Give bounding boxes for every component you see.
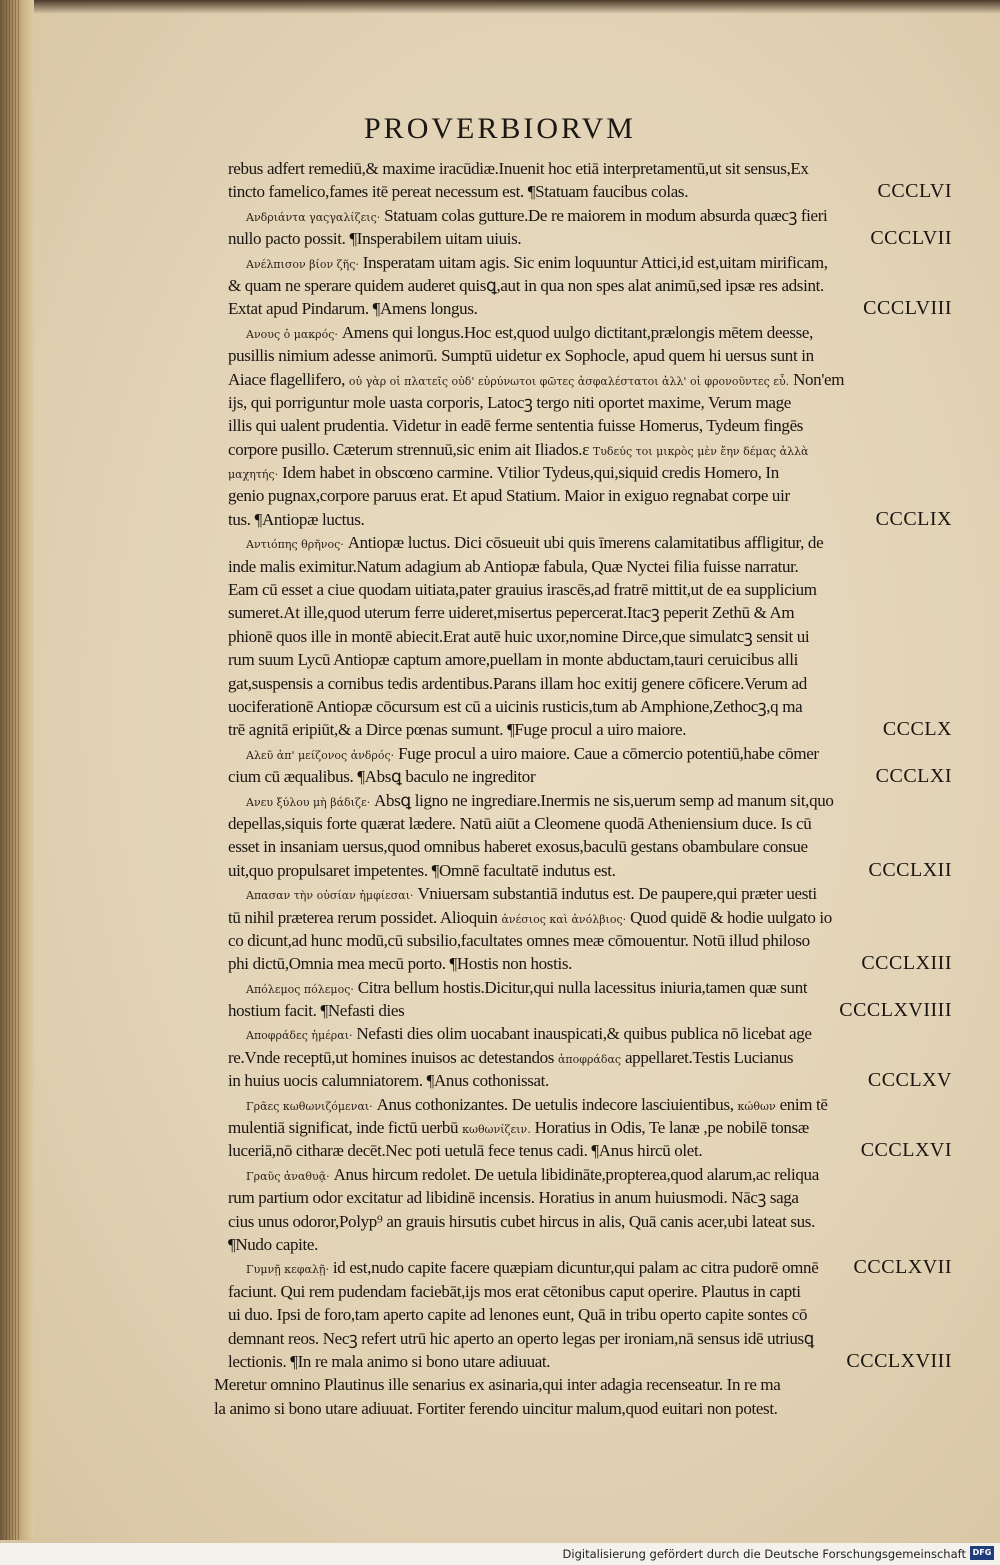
latin-text: la animo si bono utare adiuuat. Fortiter ferendo uincitur malum,quod euitari non potest.	[214, 1398, 778, 1418]
text-line	[228, 789, 952, 812]
latin-text: Aiace flagellifero,	[228, 369, 345, 389]
latin-text: inde malis eximitur.Natum adagium ab Antiopæ fabula, Quæ Nyctei filia fuisse narratur.	[228, 556, 799, 576]
latin-text: Citra bellum hostis.Dicitur,qui nulla lacessitus iniuria,tamen quæ sunt	[357, 977, 808, 997]
text-line	[228, 531, 952, 554]
latin-text: cium cū æqualibus. ¶Absꝗ baculo ne ingreditor	[228, 767, 536, 787]
text-line	[228, 391, 952, 414]
text-line	[228, 929, 952, 952]
latin-text: Nefasti dies olim uocabant inauspicati,& quibus publica nō licebat age	[356, 1024, 812, 1044]
text-block	[214, 157, 952, 1420]
latin-text: in huius uocis calumniatorem. ¶Anus cothonissat.	[228, 1071, 549, 1091]
adage-number: CCCLXII	[868, 858, 952, 881]
latin-text: faciunt. Qui rem pudendam faciebāt,ijs mos erat cētonibus caput operire. Plautus in capti	[228, 1281, 801, 1301]
latin-text: phi dictū,Omnia mea mecū porto. ¶Hostis non hostis.	[228, 954, 572, 974]
latin-text: Extat apud Pindarum. ¶Amens longus.	[228, 299, 478, 319]
text-line	[228, 1139, 952, 1162]
text-line	[228, 1233, 952, 1256]
funding-credit: Digitalisierung gefördert durch die Deutsche Forschungsgemeinschaft	[562, 1547, 966, 1561]
greek-lemma: Ανδριάντα γαςγαλίζεις·	[246, 210, 381, 224]
latin-text-continued: Quod quidē & hodie uulgato io	[630, 907, 832, 927]
latin-text: genio pugnax,corpore paruus erat. Et apud Statium. Maior in exiguo regnabat corpe uir	[228, 486, 790, 506]
text-line	[228, 601, 952, 624]
greek-quote: ἀνέσιος καὶ ἀνόλβιος·	[501, 912, 627, 926]
latin-text: luceriā,nō citharæ decēt.Nec poti uetulā fece tenus cadi. ¶Anus hircū olet.	[228, 1141, 703, 1161]
latin-text: tū nihil præterea rerum possidet. Alioquin	[228, 907, 498, 927]
latin-text: ¶Nudo capite.	[228, 1234, 319, 1254]
greek-lemma: Ανευ ξύλου μὴ βάδιζε·	[246, 795, 371, 809]
text-line	[228, 976, 952, 999]
text-line	[228, 578, 952, 601]
text-line	[228, 835, 952, 858]
text-line	[228, 227, 952, 250]
text-line	[214, 1373, 952, 1396]
text-line	[228, 1280, 952, 1303]
latin-text: Antiopæ luctus. Dici cōsueuit ubi quis īmerens calamitatibus affligitur, de	[347, 533, 824, 553]
latin-text: re.Vnde receptū,ut homines inuisos ac detestandos	[228, 1047, 555, 1067]
latin-text: gat,suspensis a cornibus tedis ardentibus.Parans illam hoc exitij genere cōficere.Verum ad	[228, 673, 807, 693]
text-line	[228, 765, 952, 788]
latin-text: hostium facit. ¶Nefasti dies	[228, 1001, 405, 1021]
greek-lemma: Αποφράδες ἡμέραι·	[246, 1029, 353, 1043]
book-page-edges	[0, 0, 34, 1540]
text-line	[228, 204, 952, 227]
greek-lemma: Αντιόπης θρῆνος·	[246, 538, 344, 552]
text-line	[228, 1022, 952, 1045]
latin-text: lectionis. ¶In re mala animo si bono utare adiuuat.	[228, 1351, 551, 1371]
latin-text: & quam ne sperare quidem auderet quisꝗ,aut in qua non spes alat animū,sed ipsæ res adsint.	[228, 275, 824, 295]
text-line	[228, 1350, 952, 1373]
text-line	[228, 859, 952, 882]
latin-text: mulentiā significat, inde fictū uerbū	[228, 1118, 459, 1138]
latin-text: rum suum Lycū Antiopæ captum amore,puellam in monte abductam,tauri ceruicibus alli	[228, 650, 798, 670]
text-line	[228, 484, 952, 507]
greek-lemma: Γραῦς ἀναθυᾷ·	[246, 1169, 330, 1183]
latin-text-continued: enim tē	[779, 1094, 828, 1114]
text-line	[228, 344, 952, 367]
latin-text: corpore pusillo. Cæterum strennuū,sic enim ait Iliados.ε	[228, 439, 589, 459]
text-line	[228, 952, 952, 975]
latin-text: Eam cū esset a ciue quodam uitiata,pater grauius irascēs,ad fratrē mittit,ut de ea supplicium	[228, 580, 817, 600]
text-line	[228, 1210, 952, 1233]
greek-lemma: Γρᾶες κωθωνιζόμεναι·	[246, 1099, 373, 1113]
text-line	[228, 274, 952, 297]
latin-text: Anus hircum redolet. De uetula libidināte,propterea,quod alarum,ac reliqua	[333, 1164, 819, 1184]
latin-text: sumeret.At ille,quod uterum ferre uideret,misertus pepercerat.Itacꝫ peperit Zethū & Am	[228, 603, 795, 623]
latin-text: uociferationē Antiopæ cōcursum est cū a uicinis rusticis,tum ab Amphione,Zethocꝫ,q ma	[228, 696, 803, 716]
greek-lemma: Ανέλπισον βίον ζῆς·	[246, 257, 359, 271]
text-line	[228, 555, 952, 578]
adage-number: CCCLXVII	[853, 1256, 952, 1279]
adage-number: CCCLXVIIII	[839, 999, 952, 1022]
text-line	[228, 1093, 952, 1116]
adage-number: CCCLX	[882, 718, 952, 741]
latin-text: Statuam colas gutture.De re maiorem in modum absurda quæcꝫ fieri	[384, 205, 828, 225]
text-line	[228, 297, 952, 320]
latin-text: Vniuersam substantiā indutus est. De paupere,qui præter uesti	[417, 884, 817, 904]
greek-lemma: Αλεῦ ἀπ' μείζονος ἀνδρός·	[246, 748, 395, 762]
greek-lemma: Γυμνῇ κεφαλῇ·	[246, 1263, 330, 1277]
adage-number: CCCLVIII	[863, 297, 952, 320]
text-line	[228, 1186, 952, 1209]
text-line	[228, 157, 952, 180]
text-line	[228, 461, 952, 484]
latin-text: depellas,siquis forte quærat lædere. Natū aiūt a Cleomene quodā Atheniensium duce. Is cū	[228, 813, 812, 833]
latin-text-continued: appellaret.Testis Lucianus	[624, 1047, 794, 1067]
text-line	[228, 882, 952, 905]
latin-text: trē agnitā eripiūt,& a Dirce pœnas sumunt. ¶Fuge procul a uiro maiore.	[228, 720, 687, 740]
text-line	[228, 321, 952, 344]
text-line	[228, 718, 952, 741]
greek-quote: ἀποφράδας	[557, 1052, 622, 1066]
greek-quote: Τυδεύς τοι μικρὸς μὲν ἔην δέμας ἀλλὰ	[592, 444, 809, 458]
text-line	[228, 812, 952, 835]
latin-text: co dicunt,ad hunc modū,cū subsilio,facultates omnes meæ cōmouentur. Notū illud philoso	[228, 930, 810, 950]
latin-text: Absꝗ ligno ne ingrediare.Inermis ne sis,uerum semp ad manum sit,quo	[374, 790, 834, 810]
latin-text: Amens qui longus.Hoc est,quod uulgo dictitant,prælongis mētem deesse,	[341, 322, 813, 342]
text-line	[228, 695, 952, 718]
text-line	[228, 1116, 952, 1139]
text-line	[228, 906, 952, 929]
greek-quote: κωθωνίζειν.	[462, 1123, 531, 1137]
dfg-logo: DFG	[970, 1546, 994, 1560]
latin-text: ijs, qui porriguntur mole uasta corporis, Latocꝫ tergo niti oportet maxime, Verum mage	[228, 392, 791, 412]
text-line	[228, 1163, 952, 1186]
greek-quote: κώθων	[737, 1099, 776, 1113]
text-line	[228, 251, 952, 274]
latin-text: id est,nudo capite facere quæpiam dicuntur,qui palam ac citra pudorē omnē	[332, 1258, 819, 1278]
greek-quote: οὐ γὰρ οἱ πλατεῖς οὐδ' εὐρύνωτοι φῶτες ἀσφαλέστατοι ἀλλ' οἱ φρονοῦντες εὖ.	[348, 374, 790, 388]
text-line	[228, 368, 952, 391]
latin-text: Meretur omnino Plautinus ille senarius ex asinaria,qui inter adagia recenseatur. In re ma	[214, 1375, 781, 1395]
greek-lemma: Απόλεμος πόλεμος·	[246, 982, 354, 996]
text-line	[228, 180, 952, 203]
greek-lemma: Ανους ὁ μακρός·	[246, 327, 338, 341]
latin-text: rum partium odor excitatur ad libidinē incensis. Horatius in anum huiusmodi. Nācꝫ saga	[228, 1188, 799, 1208]
adage-number: CCCLXIII	[861, 952, 952, 975]
text-line	[228, 1069, 952, 1092]
text-line	[228, 625, 952, 648]
latin-text: phionē quos ille in montē abiecit.Erat autē huic uxor,nomine Dirce,que simulatcꝫ sensit ui	[228, 626, 810, 646]
latin-text: rebus adfert remediū,& maxime iracūdiæ.Inuenit hoc etiā interpretamentū,ut sit sensus,Ex	[228, 159, 809, 178]
top-shadow	[0, 0, 1000, 14]
text-line	[228, 1046, 952, 1069]
greek-lemma: Απασαν τὴν οὐσίαν ἠμφίεσαι·	[246, 889, 414, 903]
latin-text: esset in insaniam uersus,quod omnibus haberet exosus,baculū gestans obambulare consue	[228, 837, 808, 857]
latin-text: Idem habet in obscœno carmine. Vtilior Tydeus,qui,siquid credis Homero, In	[282, 463, 779, 483]
text-line	[214, 1397, 952, 1420]
text-line	[228, 414, 952, 437]
latin-text-continued: Non'em	[793, 369, 845, 389]
text-line	[228, 648, 952, 671]
text-line	[228, 1327, 952, 1350]
latin-text: Fuge procul a uiro maiore. Caue a cōmercio potentiū,habe cōmer	[398, 743, 819, 763]
latin-text-continued: Horatius in Odis, Te lanæ ,pe nobilē tonsæ	[534, 1118, 809, 1138]
latin-text: tincto famelico,fames itē pereat necessum est. ¶Statuam faucibus colas.	[228, 182, 689, 202]
latin-text: tus. ¶Antiopæ luctus.	[228, 509, 365, 529]
adage-number: CCCLVI	[877, 180, 952, 203]
latin-text: Insperatam uitam agis. Sic enim loquuntur Attici,id est,uitam mirificam,	[362, 252, 828, 272]
latin-text: demnant reos. Necꝫ refert utrū hic aperto an operto legas per ironiam,nā sensus idē utriusꝗ	[228, 1328, 814, 1348]
adage-number: CCCLXVIII	[846, 1349, 952, 1372]
adage-number: CCCLXVI	[860, 1139, 952, 1162]
latin-text: cius unus odoror,Polyp⁹ an grauis hirsutis cubet hircus in alis, Quā canis acer,ubi lateat sus.	[228, 1211, 815, 1231]
text-line	[228, 742, 952, 765]
adage-number: CCCLIX	[875, 507, 952, 530]
text-line	[228, 999, 952, 1022]
text-line	[228, 1256, 952, 1279]
text-line	[228, 1303, 952, 1326]
latin-text: uit,quo propulsaret impetentes. ¶Omnē facultatē indutus est.	[228, 860, 616, 880]
text-line	[228, 672, 952, 695]
adage-number: CCCLXV	[867, 1069, 952, 1092]
latin-text: nullo pacto possit. ¶Insperabilem uitam uiuis.	[228, 229, 522, 249]
adage-number: CCCLVII	[870, 227, 952, 250]
greek-lemma: μαχητής·	[228, 468, 279, 482]
latin-text: ui duo. Ipsi de foro,tam aperto capite ad lenones eunt, Quā in tribu operto capite sontes cō	[228, 1305, 808, 1325]
page-heading: PROVERBIORVM	[364, 112, 636, 145]
text-line	[228, 438, 952, 461]
latin-text: illis qui ualent prudentia. Videtur in eadē ferme sententia fuisse Homerus, Tydeum fingēs	[228, 416, 804, 436]
text-line	[228, 508, 952, 531]
latin-text: Anus cothonizantes. De uetulis indecore lasciuientibus,	[376, 1094, 734, 1114]
adage-number: CCCLXI	[875, 765, 952, 788]
latin-text: pusillis nimium adesse animorū. Sumptū uidetur ex Sophocle, apud quem hi uersus sunt in	[228, 346, 814, 366]
